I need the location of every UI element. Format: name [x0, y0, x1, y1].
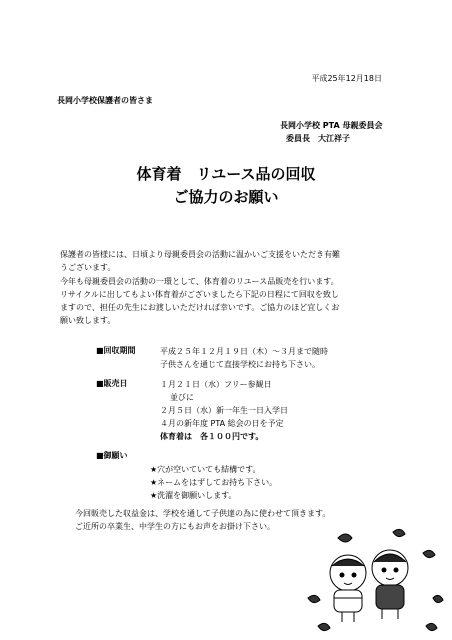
title-line-2: ご協力のお願い	[173, 188, 279, 206]
sale-price: 体育着は 各１００円です。	[160, 432, 264, 441]
collection-details	[160, 345, 328, 371]
request-item-2: ★ネームをはずしてお持ち下さい。	[150, 478, 278, 487]
greeting-line-2: うございます。	[60, 263, 116, 272]
footer-line-1: 今回販売した収益金は、学校を通して子供達の為に使わせて頂きます。	[75, 509, 331, 518]
sale-line-2: 並びに	[170, 393, 194, 402]
collection-heading: ■回収期間	[96, 346, 136, 355]
sale-line-4: ４月の新年度 PTA 総会の日を予定	[160, 419, 284, 428]
requests-list	[150, 463, 277, 502]
sale-details	[160, 378, 288, 443]
intro-line-1: 今年も母親委員会の活動の一環として、体育着のリユース品販売を行います。	[60, 277, 339, 286]
intro-line-4: 願い致します。	[60, 316, 116, 325]
request-item-1: ★穴が空いていても結構です。	[150, 465, 261, 474]
greeting-line-1: 保護者の皆様には、日頃より母親委員会の活動に温かいご支援をいただき有難	[60, 250, 340, 259]
collection-line-2: 子供さんを通じて直接学校にお持ち下さい。	[160, 360, 320, 369]
collection-line-1: 平成２５年１２月１９日（木）～３月まで随時	[160, 347, 328, 356]
title-line-1: 体育着 リユース品の回収	[136, 165, 316, 183]
footer-line-2: ご近所の卒業生、中学生の方にもお声をお掛け下さい。	[75, 522, 275, 531]
request-item-3: ★洗濯を御願いします。	[150, 491, 237, 500]
document-date: 平成25年12月18日	[311, 74, 382, 83]
intro-line-2: リサイクルに出してもよい体育着がございましたら下記の日程にて回収を致し	[60, 290, 339, 299]
addressee: 長岡小学校保護者の皆さま	[57, 96, 153, 105]
sender-chair: 委員長 大江祥子	[286, 134, 350, 143]
cartoon-characters-illustration	[298, 528, 448, 638]
intro-paragraph	[60, 275, 390, 327]
requests-heading: ■御願い	[96, 451, 128, 460]
sale-line-1: １月２１日（水）フリー参観日	[160, 380, 272, 389]
intro-line-3: ますので、担任の先生にお渡しいただければ幸いです。ご協力のほど宜しくお	[60, 303, 340, 312]
sale-line-3: ２月５日（水）新一年生一日入学日	[160, 406, 288, 415]
footer-note	[75, 507, 330, 533]
sender-organization: 長岡小学校 PTA 母親委員会	[280, 121, 383, 130]
greeting-paragraph	[60, 248, 390, 274]
sale-heading: ■販売日	[96, 379, 128, 388]
